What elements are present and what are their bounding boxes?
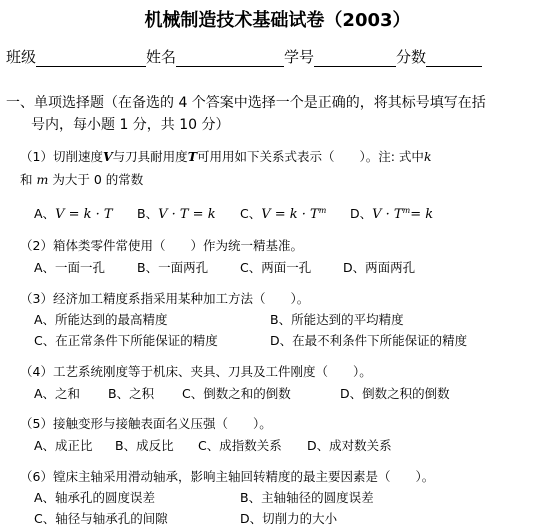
q5-option-a[interactable]: A、成正比: [34, 438, 93, 453]
class-blank[interactable]: [36, 50, 146, 67]
question-2-stem: （2）箱体类零件常使用（ ）作为统一精基准。: [20, 238, 303, 253]
q3-option-b[interactable]: B、所能达到的平均精度: [270, 312, 404, 327]
q3-option-a[interactable]: A、所能达到的最高精度: [34, 312, 168, 327]
score-label: 分数: [396, 48, 427, 66]
q1-option-b-label: B、: [137, 206, 159, 221]
question-1-stem: [20, 147, 432, 165]
q1-line2b: 为大于 0 的常数: [52, 172, 144, 187]
q2-option-d[interactable]: D、两面两孔: [343, 260, 416, 275]
name-blank[interactable]: [176, 50, 284, 67]
q2-option-a[interactable]: A、一面一孔: [34, 260, 106, 275]
question-6-stem: （6）镗床主轴采用滑动轴承，影响主轴回转精度的最主要因素是（ ）。: [20, 469, 435, 484]
q4-option-c[interactable]: C、倒数之和的倒数: [182, 386, 291, 401]
q1-exp-d: m: [402, 205, 411, 215]
q1-formula-c: V = k · T: [261, 207, 319, 222]
q1-m: m: [36, 172, 49, 187]
q4-option-b[interactable]: B、之积: [108, 386, 155, 401]
q1-formula-d-rest: = k: [410, 207, 434, 222]
student-id-blank[interactable]: [314, 50, 396, 67]
student-info-row: [6, 46, 482, 67]
q1-v: V: [102, 149, 113, 164]
q2-option-c[interactable]: C、两面一孔: [240, 260, 312, 275]
q1-option-a-label: A、: [34, 206, 56, 221]
q1-k: k: [423, 149, 432, 164]
section-heading-cont: 号内，每小题 1 分，共 10 分）: [31, 117, 230, 133]
class-label: 班级: [6, 48, 37, 66]
q1-exp-c: m: [318, 205, 327, 215]
student-id-label: 学号: [284, 48, 315, 66]
q1-option-d-label: D、: [350, 206, 373, 221]
q3-option-d[interactable]: D、在最不利条件下所能保证的精度: [270, 333, 468, 348]
q3-option-c[interactable]: C、在正常条件下所能保证的精度: [34, 333, 218, 348]
score-blank[interactable]: [426, 50, 482, 67]
q1-formula-d: V · T: [372, 207, 403, 222]
q1-formula-a: V = k · T: [55, 207, 113, 222]
exam-title: 机械制造技术基础试卷（2003）: [144, 10, 411, 31]
question-4-stem: （4）工艺系统刚度等于机床、夹具、刀具及工件刚度（ ）。: [20, 364, 372, 379]
q5-option-c[interactable]: C、成指数关系: [198, 438, 282, 453]
q1-prefix: （1）切削速度: [20, 149, 103, 164]
q1-option-c[interactable]: [240, 204, 326, 222]
q1-t: T: [187, 149, 197, 164]
q1-suffix: 可用用如下关系式表示（ ）。注: 式中: [197, 149, 424, 164]
question-3-stem: （3）经济加工精度系指采用某种加工方法（ ）。: [20, 291, 310, 306]
q6-option-a[interactable]: A、轴承孔的圆度误差: [34, 490, 156, 505]
q6-option-c[interactable]: C、轴径与轴承孔的间隙: [34, 511, 168, 526]
q1-option-d[interactable]: [350, 204, 433, 222]
q4-option-d[interactable]: D、倒数之积的倒数: [340, 386, 450, 401]
q2-option-b[interactable]: B、一面两孔: [137, 260, 209, 275]
q6-option-b[interactable]: B、主轴轴径的圆度误差: [240, 490, 374, 505]
question-5-stem: （5）接触变形与接触表面名义压强（ ）。: [20, 416, 272, 431]
q1-option-c-label: C、: [240, 206, 262, 221]
q1-line2a: 和: [20, 172, 33, 187]
q4-option-a[interactable]: A、之和: [34, 386, 81, 401]
q1-option-a[interactable]: [34, 204, 113, 222]
q5-option-b[interactable]: B、成反比: [115, 438, 174, 453]
q1-formula-b: V · T = k: [158, 207, 216, 222]
q1-option-b[interactable]: [137, 204, 216, 222]
section-heading: 一、单项选择题（在备选的 4 个答案中选择一个是正确的，将其标号填写在括: [6, 95, 486, 111]
q6-option-d[interactable]: D、切削力的大小: [240, 511, 338, 526]
q1-mid: 与刀具耐用度: [112, 149, 188, 164]
q5-option-d[interactable]: D、成对数关系: [307, 438, 392, 453]
name-label: 姓名: [146, 48, 177, 66]
question-1-stem-cont: [20, 170, 143, 188]
